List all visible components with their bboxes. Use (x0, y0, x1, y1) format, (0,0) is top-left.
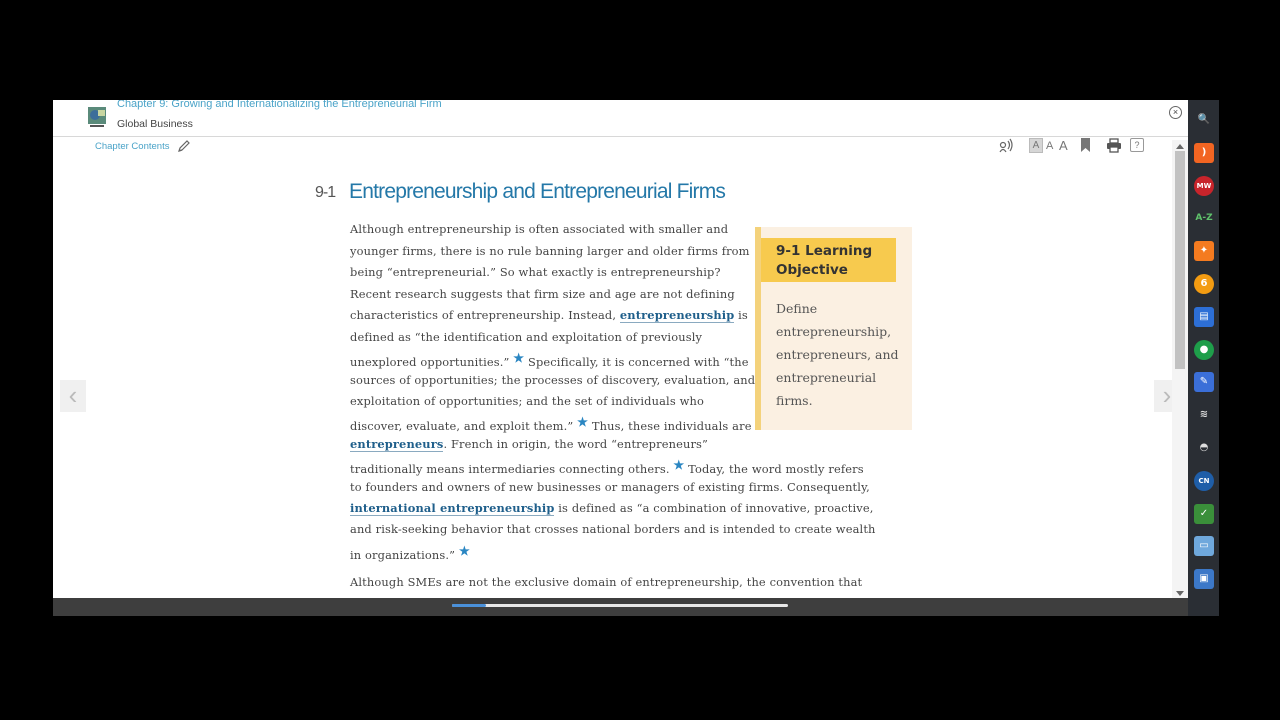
evernote-icon[interactable]: ● (1194, 340, 1214, 360)
learning-objective-text: Define entrepreneurship, entrepreneurs, and entrepreneurial firms. (776, 301, 899, 408)
read-aloud-icon[interactable] (998, 138, 1014, 154)
scrollbar-thumb[interactable] (1175, 151, 1185, 369)
ebook-reader (53, 100, 1188, 616)
search-icon[interactable]: 🔍 (1194, 110, 1214, 130)
side-app-dock (1188, 100, 1219, 616)
footnote-star[interactable]: ★ (458, 544, 470, 558)
text-run: characteristics of entrepreneurship. Instead, (350, 308, 620, 322)
scroll-down-arrow[interactable] (1176, 591, 1184, 596)
number-6-icon[interactable]: 6 (1194, 274, 1214, 294)
book-cover-icon[interactable] (87, 106, 109, 130)
font-size-large-button[interactable]: A (1059, 138, 1068, 153)
text-line: Although SMEs are not the exclusive domain of entrepreneurship, the convention that (350, 575, 863, 589)
close-button[interactable]: × (1169, 106, 1182, 119)
glossary-term-international-entrepreneurship[interactable]: international entrepreneurship (350, 501, 555, 515)
video-control-bar (53, 598, 1188, 616)
text-line: Although entrepreneurship is often associated with smaller and (350, 222, 729, 236)
notes-icon[interactable]: ✓ (1194, 504, 1214, 524)
footnote-star[interactable]: ★ (513, 351, 525, 365)
chapter-title[interactable]: Chapter 9: Growing and Internationalizing the Entrepreneurial Firm (117, 100, 442, 110)
text-run: Thus, these individuals are (588, 419, 752, 433)
text-line (350, 415, 752, 433)
briefcase-icon[interactable]: ▣ (1194, 569, 1214, 589)
text-run: Today, the word mostly refers (684, 462, 864, 476)
text-line (350, 544, 470, 562)
text-run: Specifically, it is concerned with “the (524, 355, 749, 369)
learning-objective-heading: 9-1 Learning Objective (761, 238, 896, 282)
cnow-icon[interactable]: CN (1194, 471, 1214, 491)
text-run: traditionally means intermediaries connecting others. (350, 462, 670, 476)
text-run: discover, evaluate, and exploit them.” (350, 419, 574, 433)
section-title: Entrepreneurship and Entrepreneurial Firms (349, 180, 726, 203)
scroll-up-arrow[interactable] (1176, 144, 1184, 149)
chat-bubble-icon[interactable]: ◓ (1194, 438, 1214, 458)
text-line: to founders and owners of new businesses or managers of existing firms. Consequently, (350, 480, 870, 494)
reader-header (53, 100, 1188, 137)
text-line: younger firms, there is no rule banning larger and older firms from (350, 244, 750, 258)
previous-page-button[interactable]: ‹ (60, 380, 86, 412)
reader-toolbar (998, 138, 1148, 156)
video-progress-fill (452, 604, 486, 607)
merriam-webster-icon[interactable]: MW (1194, 176, 1214, 196)
text-run: unexplored opportunities.” (350, 355, 510, 369)
text-run: is defined as “a combination of innovative, proactive, (554, 501, 874, 515)
glossary-term-entrepreneurship[interactable]: entrepreneurship (619, 308, 735, 322)
section-number: 9-1 (315, 184, 336, 201)
sparkle-icon[interactable]: ✦ (1194, 241, 1214, 261)
font-size-small-button[interactable]: A (1029, 138, 1043, 153)
a-z-icon[interactable]: A-Z (1194, 208, 1214, 228)
text-line: and risk-seeking behavior that crosses national borders and is intended to create wealth (350, 522, 876, 536)
help-button[interactable]: ? (1130, 138, 1144, 152)
text-run: is (734, 308, 748, 322)
bookmark-icon[interactable] (1080, 138, 1091, 153)
notebook-icon[interactable]: ▤ (1194, 307, 1214, 327)
scrollbar[interactable] (1172, 140, 1188, 598)
chapter-contents-link[interactable]: Chapter Contents (95, 141, 170, 152)
text-line: being “entrepreneurial.” So what exactly is entrepreneurship? (350, 265, 721, 279)
text-line: exploitation of opportunities; and the set of individuals who (350, 394, 705, 408)
pencil-icon[interactable] (176, 138, 192, 154)
highlighter-icon[interactable]: ✎ (1194, 372, 1214, 392)
rss-icon[interactable]: ) (1194, 143, 1214, 163)
text-line (350, 437, 708, 451)
font-size-medium-button[interactable]: A (1046, 140, 1054, 152)
glossary-term-entrepreneurs[interactable]: entrepreneurs (350, 437, 444, 451)
text-line (350, 458, 864, 476)
text-line: Recent research suggests that firm size and age are not defining (350, 287, 735, 301)
video-progress-bar[interactable] (452, 604, 788, 607)
audio-icon[interactable]: ≋ (1194, 405, 1214, 425)
text-line (350, 351, 749, 369)
book-name: Global Business (117, 118, 193, 130)
text-line: defined as “the identification and exploitation of previously (350, 330, 703, 344)
text-line (350, 501, 874, 515)
print-icon[interactable] (1106, 138, 1122, 153)
text-run: in organizations.” (350, 548, 456, 562)
message-icon[interactable]: ▭ (1194, 536, 1214, 556)
text-run: . French in origin, the word “entrepreneurs” (443, 437, 709, 451)
learning-objective-box (755, 227, 912, 430)
text-line: sources of opportunities; the processes of discovery, evaluation, and (350, 373, 756, 387)
footnote-star[interactable]: ★ (673, 458, 685, 472)
text-line (350, 308, 748, 322)
footnote-star[interactable]: ★ (577, 415, 589, 429)
next-page-button[interactable]: › (1154, 380, 1180, 412)
